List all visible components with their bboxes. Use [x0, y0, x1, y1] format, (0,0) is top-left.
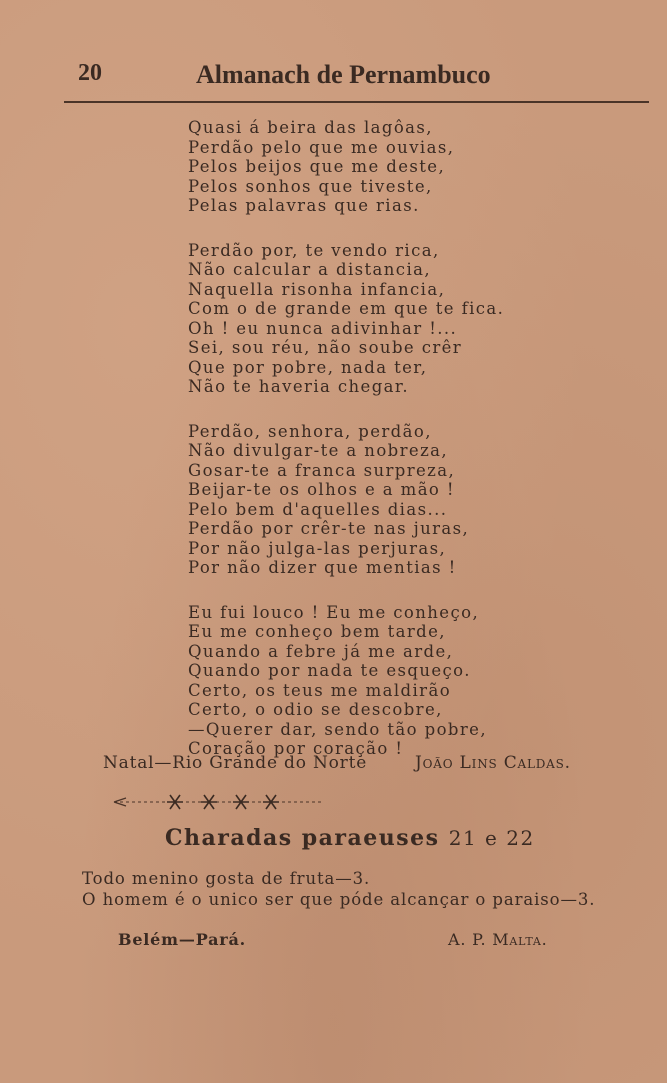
poem-line: Certo, os teus me maldirão: [188, 680, 452, 700]
poem-line: Sei, sou réu, não soube crêr: [188, 338, 463, 357]
riddle-signature: [118, 930, 598, 952]
poem-line: Perdão por, te vendo rica,: [188, 240, 440, 260]
poem-stanza: [188, 118, 628, 216]
poem-line: Quando por nada te esqueço.: [188, 661, 471, 680]
poem-line: Perdão por crêr-te nas juras,: [188, 519, 470, 538]
poem-line: Quando a febre já me arde,: [188, 641, 454, 661]
poem-line: Não divulgar-te a nobreza,: [188, 441, 449, 460]
poem-line: Com o de grande em que te fica.: [188, 299, 505, 318]
poem-line: Perdão pelo que me ouvias,: [188, 137, 455, 157]
page-header: [78, 60, 638, 96]
ornament-divider: [112, 790, 332, 814]
running-title: Almanach de Pernambuco: [196, 60, 491, 89]
riddle-line: Todo menino gosta de fruta—3.: [82, 869, 371, 888]
signature-author: João Lins Caldas.: [415, 753, 571, 773]
header-rule: [64, 101, 649, 103]
poem-line: Beijar-te os olhos e a mão !: [188, 480, 455, 499]
poem-line: Por não julga-las perjuras,: [188, 538, 447, 558]
riddle-line: O homem é o unico ser que póde alcançar o paraiso—3.: [82, 890, 596, 909]
section-title: [165, 825, 535, 851]
poem-line: Quasi á beira das lagôas,: [188, 118, 433, 137]
riddle-author: A. P. Malta.: [448, 930, 548, 949]
poem-line: Eu me conheço bem tarde,: [188, 622, 446, 641]
poem-line: —Querer dar, sendo tão pobre,: [188, 719, 487, 739]
poem-line: Pelos sonhos que tiveste,: [188, 176, 433, 196]
poem-line: Não te haveria chegar.: [188, 377, 410, 396]
poem-line: Não calcular a distancia,: [188, 260, 432, 279]
riddles: [82, 868, 642, 910]
riddle-place: Belém—Pará.: [118, 930, 247, 949]
poem-line: Por não dizer que mentias !: [188, 558, 457, 577]
poem-line: Oh ! eu nunca adivinhar !...: [188, 318, 458, 338]
poem-line: Perdão, senhora, perdão,: [188, 421, 432, 441]
poem-line: Pelos beijos que me deste,: [188, 157, 446, 176]
section-title-text: Charadas paraeuses: [165, 825, 440, 851]
poem-line: Gosar-te a franca surpreza,: [188, 460, 456, 480]
poem-line: Que por pobre, nada ter,: [188, 357, 428, 377]
page-number: 20: [78, 60, 102, 86]
poem-signature: [103, 753, 623, 775]
poem-stanza: [188, 241, 628, 397]
section-numbers: 21 e 22: [448, 826, 535, 850]
signature-place: Natal—Rio Grande do Norte: [103, 753, 368, 773]
poem-line: Naquella risonha infancia,: [188, 279, 446, 299]
poem-line: Pelo bem d'aquelles dias...: [188, 499, 448, 519]
poem-line: Certo, o odio se descobre,: [188, 700, 443, 719]
poem-line: Coração por coração !: [188, 739, 404, 758]
poem-line: Pelas palavras que rias.: [188, 196, 420, 215]
poem: [188, 118, 628, 784]
poem-stanza: [188, 422, 628, 578]
poem-stanza: [188, 603, 628, 759]
poem-line: Eu fui louco ! Eu me conheço,: [188, 602, 480, 622]
